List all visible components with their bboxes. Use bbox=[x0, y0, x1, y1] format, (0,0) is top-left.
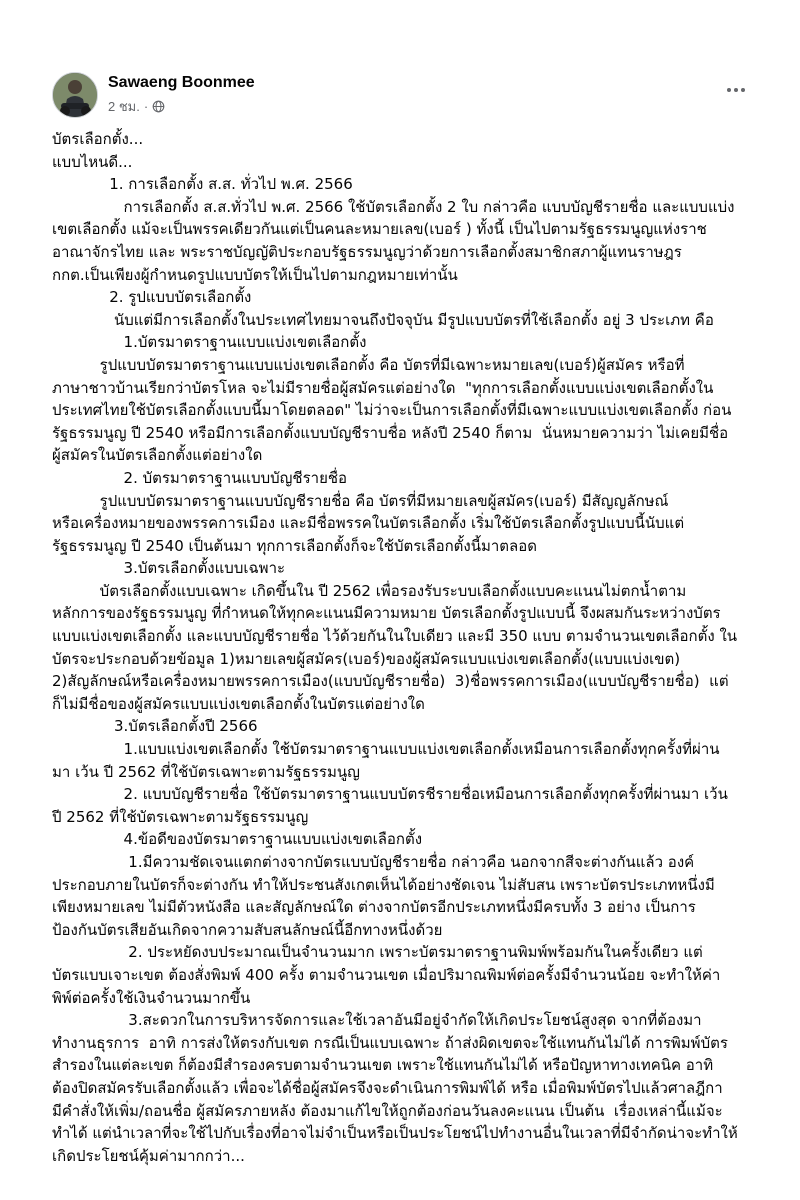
post-text-line: แบบไหนดี... bbox=[52, 152, 133, 171]
author-avatar[interactable] bbox=[52, 72, 98, 118]
post-text-line: ก็ไม่มีชื่อของผู้สมัครแบบแบ่งเขตเลือกตั้งในบัตรแต่อย่างใด bbox=[52, 694, 425, 713]
post-text-line: บัตรจะประกอบด้วยข้อมูล 1)หมายเลขผู้สมัคร(เบอร์)ของผู้สมัครแบบแบ่งเขตเลือกตั้ง(แบบแบ่งเขต) bbox=[52, 649, 681, 668]
post-text-line: ภาษาชาวบ้านเรียกว่าบัตรโหล จะไม่มีรายชื่อผู้สมัครแต่อย่างใด "ทุกการเลือกตั้งแบบแบ่งเขตเลือกตั้งใน bbox=[52, 378, 714, 397]
post-text-line: อาณาจักรไทย และ พระราชบัญญัติประกอบรัฐธรรมนูญว่าด้วยการเลือกตั้งสมาชิกสภาผู้แทนราษฎร bbox=[52, 242, 682, 261]
post-text-line: นับแต่มีการเลือกตั้งในประเทศไทยมาจนถึงปัจจุบัน มีรูปแบบบัตรที่ใช้เลือกตั้ง อยู่ 3 ประเภท คือ bbox=[52, 310, 714, 329]
post-text-line: บัตรเลือกตั้ง... bbox=[52, 130, 144, 148]
post-text-line: ประกอบภายในบัตรก็จะต่างกัน ทำให้ประชนสังเกตเห็นได้อย่างชัดเจน ไม่สับสน เพราะบัตรประเภทหนึ่งมี bbox=[52, 875, 715, 894]
post-text-line: ทำได้ แต่นำเวลาที่จะใช้ไปกับเรื่องที่อาจไม่จำเป็นหรือเป็นประโยชน์ไปทำงานอื่นในเวลาที่มีจำกัดน่าจะทำให้ bbox=[52, 1124, 738, 1143]
post-text-line: 1.บัตรมาตราฐานแบบแบ่งเขตเลือกตั้ง bbox=[52, 333, 367, 352]
post-text-line: ผู้สมัครในบัตรเลือกตั้งแต่อย่างใด bbox=[52, 446, 263, 465]
post-text-line: ทำงานธุรการ อาทิ การส่งให้ตรงกับเขต กรณีเป็นแบบเฉพาะ ถ้าส่งผิดเขตจะใช้แทนกันไม่ได้ การพิมพ์บัตร bbox=[52, 1033, 728, 1052]
meta-separator: · bbox=[143, 99, 149, 114]
post-text-line: หรือเครื่องหมายของพรรคการเมือง และมีชื่อพรรคในบัตรเลือกตั้ง เริ่มใช้บัตรเลือกตั้งรูปแบบนี้นับแต่ bbox=[52, 514, 685, 533]
post-text-line: หลักการของรัฐธรรมนูญ ที่กำหนดให้ทุกคะแนนมีความหมาย บัตรเลือกตั้งรูปแบบนี้ จึงผสมกันระหว่างบัตร bbox=[52, 604, 721, 623]
post-text-line: 1.แบบแบ่งเขตเลือกตั้ง ใช้บัตรมาตราฐานแบบแบ่งเขตเลือกตั้งเหมือนการเลือกตั้งทุกครั้งที่ผ่าน bbox=[52, 740, 720, 759]
post-text-line: มา เว้น ปี 2562 ที่ใช้บัตรเฉพาะตามรัฐธรรมนูญ bbox=[52, 762, 360, 781]
post-text-line: รูปแบบบัตรมาตราฐานแบบบัญชีรายชื่อ คือ บัตรที่มีหมายเลขผู้สมัคร(เบอร์) มีสัญญลักษณ์ bbox=[52, 491, 669, 510]
post-meta bbox=[108, 96, 165, 117]
post-text-line: ป้องกันบัตรเสียอันเกิดจากความสับสนลักษณ์นี้อีกทางหนึ่งด้วย bbox=[52, 920, 443, 939]
author-name[interactable]: Sawaeng Boonmee bbox=[108, 74, 255, 91]
post-text-line: บัตรแบบเจาะเขต ต้องสั่งพิมพ์ 400 ครั้ง ตามจำนวนเขต เมื่อปริมาณพิมพ์ต่อครั้งมีจำนวนน้อย จะทำให้ค่า bbox=[52, 965, 721, 984]
more-options-icon-dot bbox=[734, 88, 738, 92]
avatar-image bbox=[53, 73, 97, 117]
post-header bbox=[52, 72, 752, 120]
post-text-line: ประเทศไทยใช้บัตรเลือกตั้งแบบนี้มาโดยตลอด" ไม่ว่าจะเป็นการเลือกตั้งที่มีเฉพาะแบบแบ่งเขตเลือกตั้ง ก่อน bbox=[52, 401, 732, 420]
post-text-line: 2. แบบบัญชีรายชื่อ ใช้บัตรมาตราฐานแบบบัตรชีรายชื่อเหมือนการเลือกตั้งทุกครั้งที่ผ่านมา เว้น bbox=[52, 785, 728, 804]
post-text-line: 2)สัญลักษณ์หรือเครื่องหมายพรรคการเมือง(แบบบัญชีรายชื่อ) 3)ชื่อพรรคการเมือง(แบบบัญชีรายชื่อ) แต่ bbox=[52, 672, 729, 691]
post-text-line: เพียงหมายเลข ไม่มีตัวหนังสือ และสัญลักษณ์ใด ต่างจากบัตรอีกประเภทหนึ่งมีครบทั้ง 3 อย่าง เป็นการ bbox=[52, 898, 696, 917]
post-text bbox=[52, 128, 764, 1167]
post-text-line: 4.ข้อดีของบัตรมาตราฐานแบบแบ่งเขตเลือกตั้ง bbox=[52, 830, 423, 849]
post-text-line: 2. รูปแบบบัตรเลือกตั้ง bbox=[52, 288, 252, 307]
post-text-line: 1. การเลือกตั้ง ส.ส. ทั่วไป พ.ศ. 2566 bbox=[52, 175, 353, 194]
post-text-line: 3.บัตรเลือกตั้งปี 2566 bbox=[52, 717, 258, 736]
post-time[interactable]: 2 ชม. bbox=[108, 99, 140, 114]
post-text-line: พิพ์ต่อครั้งใช้เงินจำนวนมากขึ้น bbox=[52, 988, 251, 1007]
post-text-line: 3.บัตรเลือกตั้งแบบเฉพาะ bbox=[52, 559, 286, 578]
post-text-line: ปี 2562 ที่ใช้บัตรเฉพาะตามรัฐธรรมนูญ bbox=[52, 807, 309, 826]
post-text-line: แบบแบ่งเขตเลือกตั้ง และแบบบัญชีรายชื่อ ไว้ด้วยกันในใบเดียว และมี 350 แบบ ตามจำนวนเขตเลือกตั้ง ใน bbox=[52, 627, 738, 646]
post-text-line: 2. ประหยัดงบประมาณเป็นจำนวนมาก เพราะบัตรมาตราฐานพิมพ์พร้อมกันในครั้งเดียว แต่ bbox=[52, 943, 703, 962]
post-text-line: เกิดประโยชน์คุ้มค่ามากกว่า... bbox=[52, 1146, 245, 1165]
more-options-icon bbox=[727, 88, 731, 92]
post-text-line: ต้องปิดสมัครรับเลือกตั้งแล้ว เพื่อจะได้ชื่อผู้สมัครจึงจะดำเนินการพิมพ์ได้ หรือ เมื่อพิมพ์บัตรไปแล้วศาลฎีกา bbox=[52, 1078, 723, 1097]
post-text-line: 3.สะดวกในการบริหารจัดการและใช้เวลาอันมีอยู่จำกัดให้เกิดประโยชน์สูงสุด จากที่ต้องมา bbox=[52, 1011, 702, 1030]
post-text-line: 1.มีความชัดเจนแตกต่างจากบัตรแบบบัญชีรายชื่อ กล่าวคือ นอกจากสีจะต่างกันแล้ว องค์ bbox=[52, 853, 695, 871]
post-text-line: มีคำสั่งให้เพิ่ม/ถอนชื่อ ผู้สมัครภายหลัง ต้องมาแก้ไขให้ถูกต้องก่อนวันลงคะแนน เป็นต้น เรื่องเหล่านี้แม้จะ bbox=[52, 1101, 723, 1120]
post-text-line: 2. บัตรมาตราฐานแบบบัญชีรายชื่อ bbox=[52, 468, 348, 487]
post-text-line: รัฐธรรมนูญ ปี 2540 หรือมีการเลือกตั้งแบบบัญชีราบชื่อ หลังปี 2540 ก็ตาม นั่นหมายความว่า ไม่เคยมีชื่อ bbox=[52, 423, 729, 442]
post-text-line: การเลือกตั้ง ส.ส.ทั่วไป พ.ศ. 2566 ใช้บัตรเลือกตั้ง 2 ใบ กล่าวคือ แบบบัญชีรายชื่อ และแบบแบ่ง bbox=[52, 197, 735, 216]
post-text-line: สำรองในแต่ละเขต ก็ต้องมีสำรองครบตามจำนวนเขต เพราะใช้แทนกันไม่ได้ หรือปัญหาทางเทคนิค อาทิ bbox=[52, 1056, 714, 1075]
post-text-line: บัตรเลือกตั้งแบบเฉพาะ เกิดขึ้นใน ปี 2562 เพื่อรองรับระบบเลือกตั้งแบบคะแนนไม่ตกน้ำตาม bbox=[52, 581, 687, 600]
post-text-line: รัฐธรรมนูญ ปี 2540 เป็นต้นมา ทุกการเลือกตั้งก็จะใช้บัตรเลือกตั้งนี้มาตลอด bbox=[52, 536, 537, 555]
more-options-icon-dot bbox=[741, 88, 745, 92]
post-text-line: กกต.เป็นเพียงผู้กำหนดรูปแบบบัตรให้เป็นไปตามกฎหมายเท่านั้น bbox=[52, 265, 458, 284]
more-options-button[interactable] bbox=[720, 78, 752, 102]
post-text-line: เขตเลือกตั้ง แม้จะเป็นพรรคเดียวกันแต่เป็นคนละหมายเลข(เบอร์ ) ทั้งนี้ เป็นไปตามรัฐธรรมนูญแห่งราช bbox=[52, 220, 707, 239]
post-text-line: รูปแบบบัตรมาตราฐานแบบแบ่งเขตเลือกตั้ง คือ บัตรที่มีเฉพาะหมายเลข(เบอร์)ผู้สมัคร หรือที่ bbox=[52, 355, 685, 374]
globe-icon[interactable] bbox=[152, 100, 165, 113]
